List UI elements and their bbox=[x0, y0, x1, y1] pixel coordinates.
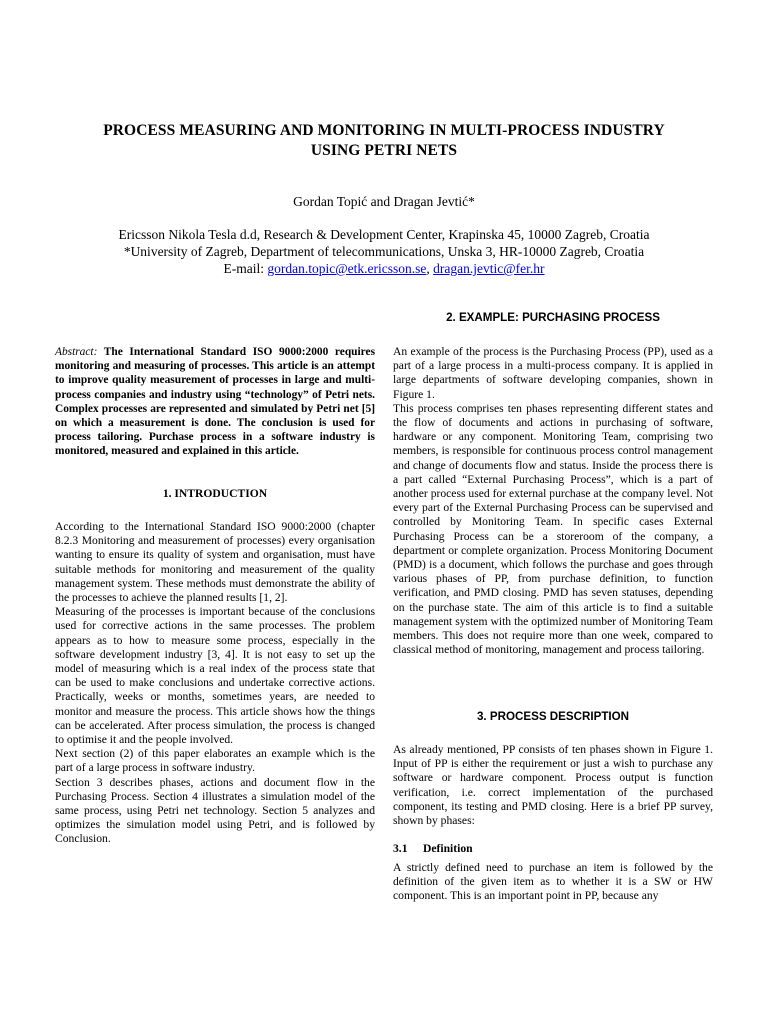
abstract-label: Abstract: bbox=[55, 346, 98, 358]
section-1-body bbox=[55, 520, 375, 847]
authors: Gordan Topić and Dragan Jevtić* bbox=[293, 194, 475, 209]
title-line-2: USING PETRI NETS bbox=[310, 142, 458, 159]
section-3-heading: 3. PROCESS DESCRIPTION bbox=[476, 710, 630, 723]
subsection-number: 3.1 bbox=[393, 842, 408, 855]
section-3-body bbox=[393, 743, 713, 828]
email-link-1[interactable]: gordan.topic@etk.ericsson.se bbox=[267, 261, 427, 276]
abstract-text: The International Standard ISO 9000:2000 requires monitoring and measuring of processes. This article is an attempt to improve quality measurement of processes in large and multi-process companies and industry using “technology” of Petri nets. Complex processes are represented and simulated by Petri net [5] on which a measurement is done. The conclusion is used for process tailoring. Purchase process in a software industry is monitored, measured and explained in this article. bbox=[55, 346, 375, 458]
section-1-paragraph: Measuring of the processes is important because of the conclusions used for corrective actions in the same processes. The problem appears as to how to measure some process, especially in the software development industry [3, 4]. It is not easy to set up the model of measuring which is a real index of the process state that can be used to make conclusions and undertake corrective actions. Practically, weeks or months, sometimes years, are needed to monitor and measure the process. This article shows how the things can be accelerated. After process simulation, the process is changed to optimise it and the people involved. bbox=[55, 605, 375, 747]
section-2-body bbox=[393, 345, 713, 657]
affiliation-1: Ericsson Nikola Tesla d.d, Research & Development Center, Krapinska 45, 10000 Zagreb, Croatia bbox=[118, 227, 650, 242]
subsection-title: Definition bbox=[423, 842, 473, 855]
email-link-2[interactable]: dragan.jevtic@fer.hr bbox=[433, 261, 545, 276]
abstract bbox=[55, 345, 375, 459]
section-1-paragraph: According to the International Standard ISO 9000:2000 (chapter 8.2.3 Monitoring and measurement of processes) every organisation wanting to ensure its quality of system and organisation, must have suitable methods for monitoring and measurement of the quality management system. These methods must demonstrate the ability of the processes to achieve the planned results [1, 2]. bbox=[55, 520, 375, 605]
email-separator: , bbox=[426, 261, 434, 276]
section-2-paragraph: This process comprises ten phases representing different states and the flow of documents and actions in purchasing of software, hardware or any component. Monitoring Team, comprising two members, is responsible for continuous process control management and change of documents flow and status. Inside the process there is a part called “External Purchasing Process”, which is a part of another process used for external purchase at the company level. Not every part of the External Purchasing Process can be supervised and controlled by Monitoring Team. In specific cases External Purchasing Process can be a storeroom of the company, a department or complete organization. Process Monitoring Document (PMD) is a document, which follows the purchase and goes through various phases of PP, from purchase definition, to function verification, and PMD closing. PMD has seven statuses, depending on the purchase state. The aim of this article is to find a suitable management system with the optimized number of Monitoring Team members. This does not require more than one week, compared to classical method of monitoring, management and process tailoring. bbox=[393, 401, 713, 657]
email-label: E-mail: bbox=[223, 261, 268, 276]
paper-title bbox=[40, 121, 728, 161]
section-1-heading: 1. INTRODUCTION bbox=[162, 487, 268, 500]
section-2-paragraph: An example of the process is the Purchasing Process (PP), used as a part of a large process in a multi-process company. It is applied in large departments of software developing companies, shown in Figure 1. bbox=[393, 345, 713, 401]
subsection-paragraph: A strictly defined need to purchase an item is followed by the definition of the given item as to whether it is a SW or HW component. This is an important point in PP, because any bbox=[393, 861, 713, 903]
section-1-paragraph: Next section (2) of this paper elaborates an example which is the part of a large process in software industry. bbox=[55, 747, 375, 775]
section-3-paragraph: As already mentioned, PP consists of ten phases shown in Figure 1. Input of PP is either the requirement or just a wish to purchase any software or hardware component. Process output is function verification, i.e. correct implementation of the purchased component, its testing and PMD closing. Here is a brief PP survey, shown by phases: bbox=[393, 743, 713, 828]
subsection-3-1-body bbox=[393, 861, 713, 904]
affiliation-2: *University of Zagreb, Department of telecommunications, Unska 3, HR-10000 Zagreb, Croatia bbox=[123, 244, 645, 259]
section-2-heading: 2. EXAMPLE: PURCHASING PROCESS bbox=[446, 311, 660, 324]
title-line-1: PROCESS MEASURING AND MONITORING IN MULTI-PROCESS INDUSTRY bbox=[103, 122, 665, 139]
section-1-paragraph: Section 3 describes phases, actions and document flow in the Purchasing Process. Section 4 illustrates a simulation model of the same process, using Petri net technology. Section 5 analyzes and optimizes the simulation model using Petri, and is followed by Conclusion. bbox=[55, 775, 375, 846]
affiliations bbox=[0, 226, 768, 277]
subsection-3-1-heading bbox=[393, 842, 473, 855]
email-line bbox=[0, 260, 768, 277]
